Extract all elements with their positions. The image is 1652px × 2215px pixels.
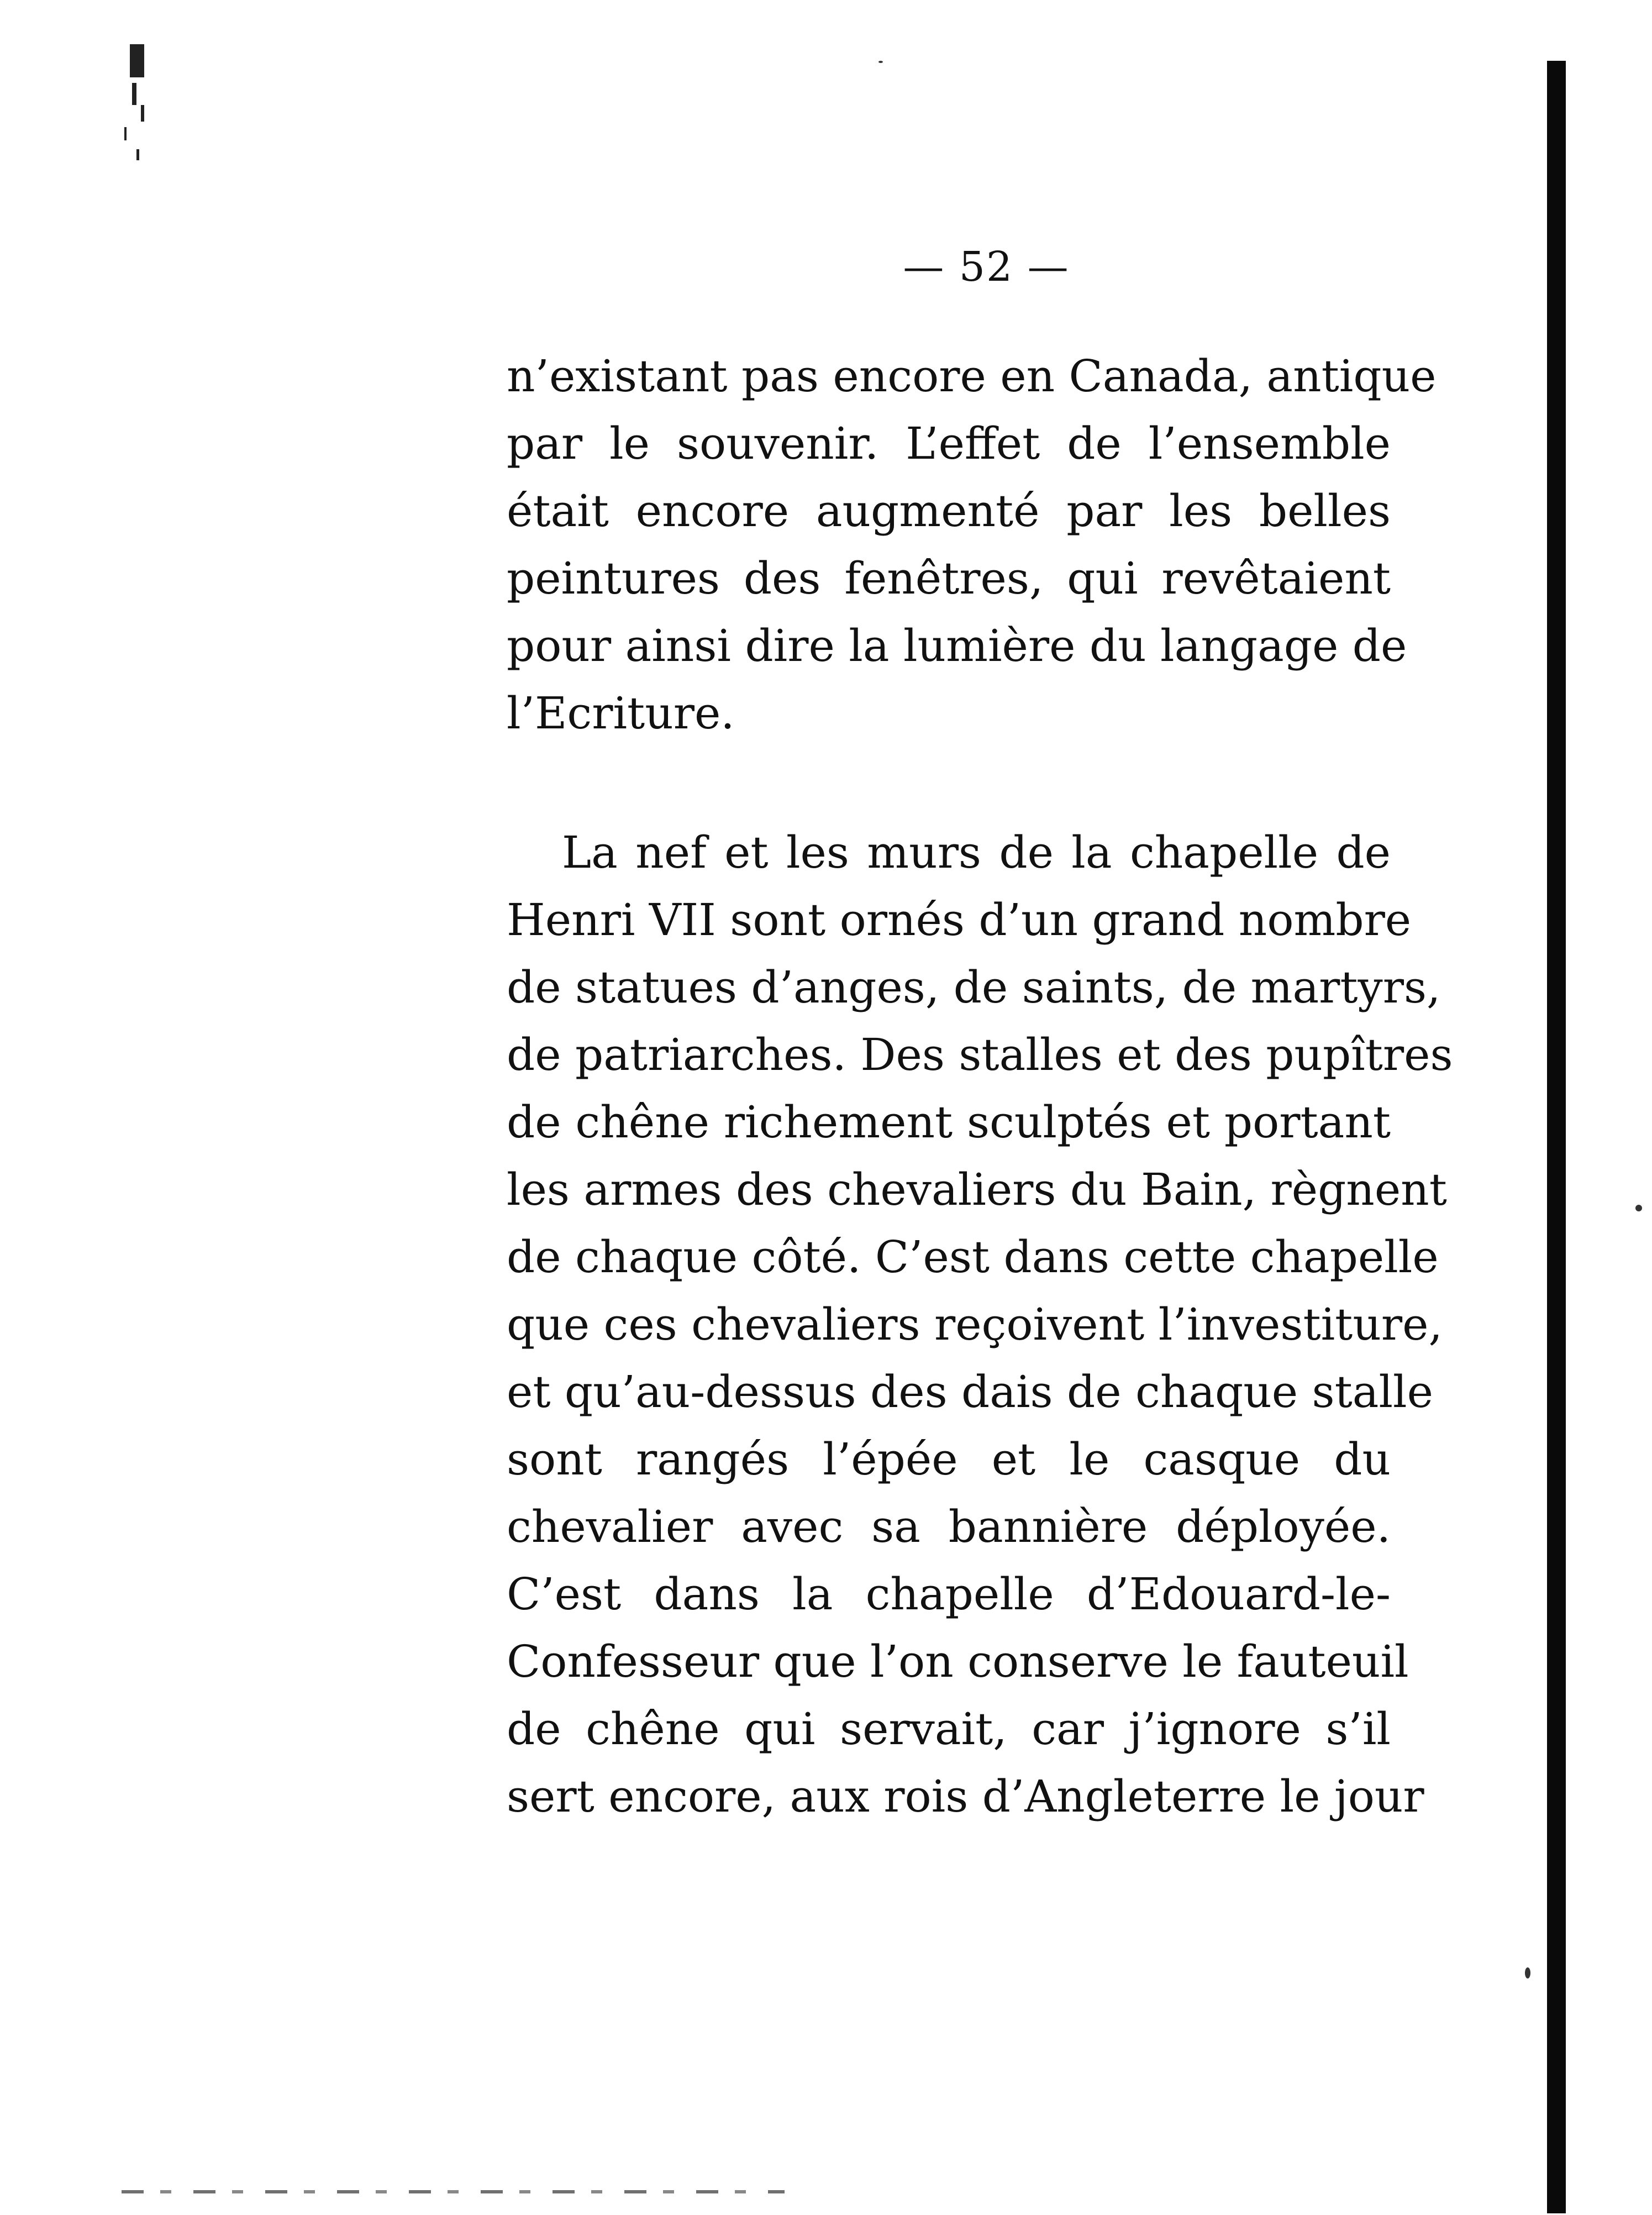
text-line: La nef et les murs de la chapelle de [562, 827, 1391, 878]
text-line: de statues d’anges, de saints, de martyrs, [507, 962, 1441, 1013]
text-line: et qu’au-dessus des dais de chaque stalle [507, 1366, 1433, 1418]
text-line: que ces chevaliers reçoivent l’investiture, [507, 1299, 1443, 1350]
text-line: sont rangés l’épée et le casque du [507, 1434, 1391, 1485]
text-line: n’existant pas encore en Canada, antique [507, 350, 1437, 402]
text-line: chevalier avec sa bannière déployée. [507, 1501, 1391, 1552]
scan-speck [878, 61, 883, 63]
text-line: de chêne qui servait, car j’ignore s’il [507, 1703, 1391, 1755]
text-line: pour ainsi dire la lumière du langage de [507, 620, 1407, 671]
text-line: de chêne richement sculptés et portant [507, 1096, 1391, 1148]
text-line: de chaque côté. C’est dans cette chapelle [507, 1231, 1439, 1283]
paragraph [507, 343, 1437, 747]
text-line: peintures des fenêtres, qui revêtaient [507, 553, 1391, 604]
scan-right-edge-bar [1547, 61, 1566, 2213]
text-line: l’Ecriture. [507, 687, 735, 739]
scan-left-marks [124, 44, 169, 188]
text-line: C’est dans la chapelle d’Edouard-le- [507, 1568, 1391, 1620]
text-line: Confesseur que l’on conserve le fauteuil [507, 1636, 1409, 1687]
body-text [507, 343, 1453, 1830]
text-line: était encore augmenté par les belles [507, 485, 1391, 537]
page-number: — 52 — [903, 243, 1070, 291]
text-line: les armes des chevaliers du Bain, règnent [507, 1164, 1447, 1215]
scan-speck [1525, 1967, 1530, 1978]
paragraph [507, 819, 1453, 1830]
text-line: de patriarches. Des stalles et des pupîtres [507, 1029, 1453, 1080]
text-line: par le souvenir. L’effet de l’ensemble [507, 418, 1391, 469]
paragraph-gap [507, 747, 1391, 819]
text-line: Henri VII sont ornés d’un grand nombre [507, 894, 1412, 946]
scan-speck [1635, 1205, 1642, 1211]
text-line: sert encore, aux rois d’Angleterre le jour [507, 1771, 1424, 1822]
scan-bottom-dash-line [122, 2190, 785, 2193]
